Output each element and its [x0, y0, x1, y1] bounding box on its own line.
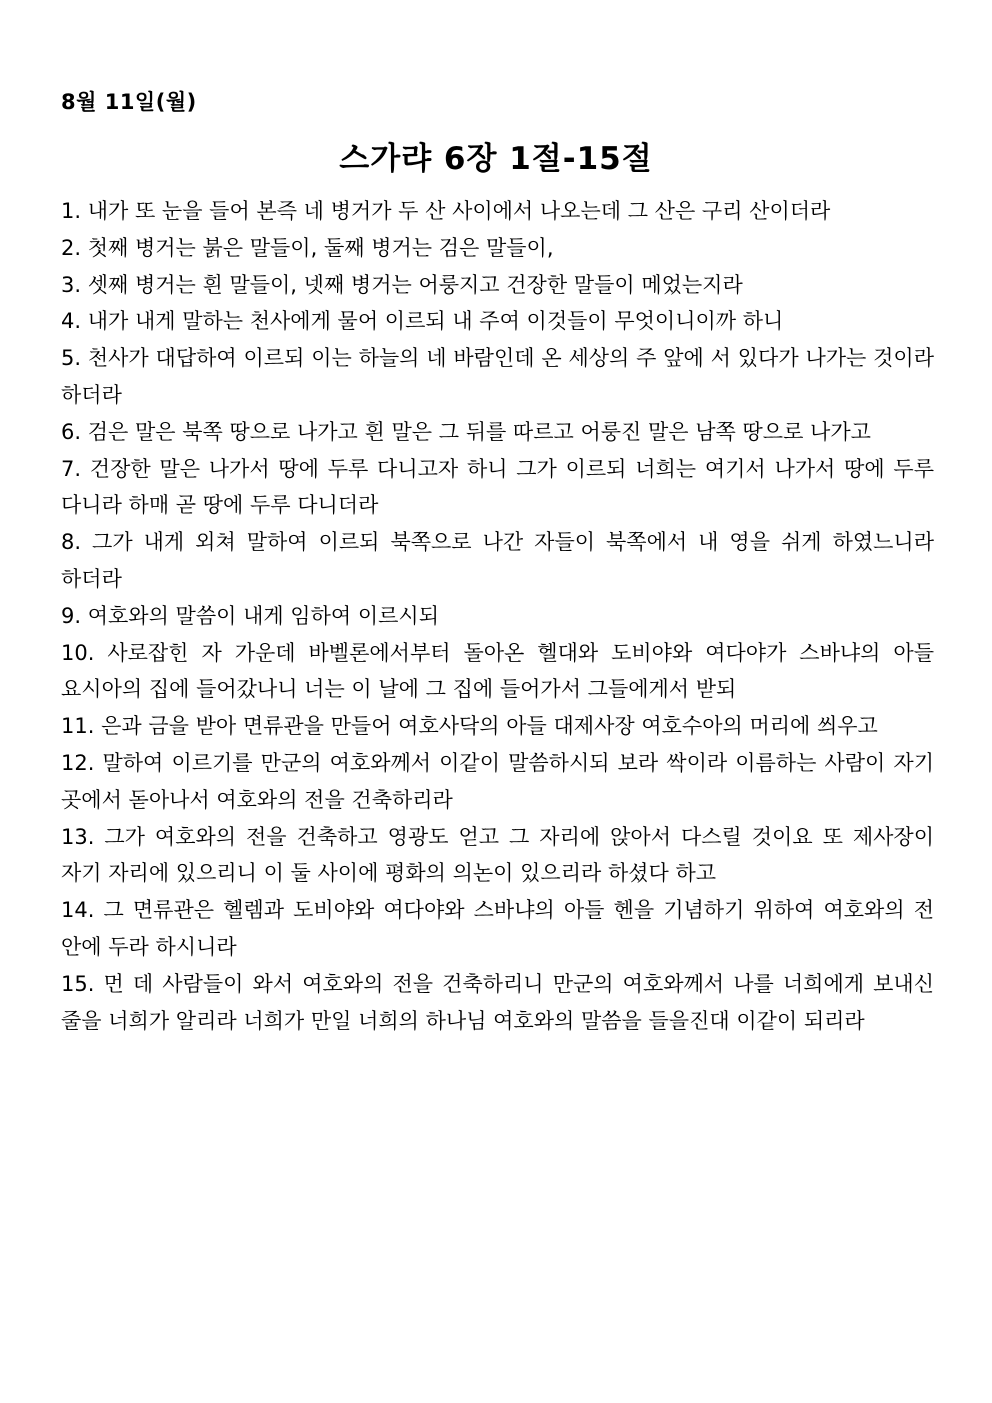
verse-5: 5. 천사가 대답하여 이르되 이는 하늘의 네 바람인데 온 세상의 주 앞에 서 있다가 나가는 것이라 하더라 [61, 346, 934, 407]
verse-14: 14. 그 면류관은 헬렘과 도비야와 여다야와 스바냐의 아들 헨을 기념하기 위하여 여호와의 전 안에 두라 하시니라 [61, 898, 934, 959]
verse-11: 11. 은과 금을 받아 면류관을 만들어 여호사닥의 아들 대제사장 여호수아의 머리에 씌우고 [61, 714, 878, 739]
verse-6: 6. 검은 말은 북쪽 땅으로 나가고 흰 말은 그 뒤를 따르고 어룽진 말은 남쪽 땅으로 나가고 [61, 419, 871, 444]
verse-1: 1. 내가 또 눈을 들어 본즉 네 병거가 두 산 사이에서 나오는데 그 산은 구리 산이더라 [61, 199, 831, 223]
verse-7: 7. 건장한 말은 나가서 땅에 두루 다니고자 하니 그가 이르되 너희는 여기서 나가서 땅에 두루 다니라 하매 곧 땅에 두루 다니더라 [61, 456, 934, 518]
verse-12: 12. 말하여 이르기를 만군의 여호와께서 이같이 말씀하시되 보라 싹이라 이름하는 사람이 자기 곳에서 돋아나서 여호와의 전을 건축하리라 [61, 750, 934, 812]
verse-4: 4. 내가 내게 말하는 천사에게 물어 이르되 내 주여 이것들이 무엇이니이까 하니 [61, 309, 784, 334]
verse-10: 10. 사로잡힌 자 가운데 바벨론에서부터 돌아온 헬대와 도비야와 여다야가 스바냐의 아들 요시아의 집에 들어갔나니 너는 이 날에 그 집에 들어가서 그들에게서 받되 [61, 640, 934, 702]
verse-list [61, 193, 934, 1039]
date-heading: 8월 11일(월) [61, 90, 197, 114]
verse-2: 2. 첫째 병거는 붉은 말들이, 둘째 병거는 검은 말들이, [61, 235, 554, 260]
verse-3: 3. 셋째 병거는 흰 말들이, 넷째 병거는 어룽지고 건장한 말들이 메었는지라 [61, 272, 743, 297]
verse-9: 9. 여호와의 말씀이 내게 임하여 이르시되 [61, 603, 439, 628]
page-title: 스가랴 6장 1절-15절 [339, 141, 653, 177]
verse-15: 15. 먼 데 사람들이 와서 여호와의 전을 건축하리니 만군의 여호와께서 나를 너희에게 보내신 줄을 너희가 알리라 너희가 만일 너희의 하나님 여호와의 말씀을 들을진대 이같이 되리라 [61, 971, 934, 1033]
verse-8: 8. 그가 내게 외쳐 말하여 이르되 북쪽으로 나간 자들이 북쪽에서 내 영을 쉬게 하였느니라 하더라 [61, 530, 934, 591]
verse-13: 13. 그가 여호와의 전을 건축하고 영광도 얻고 그 자리에 앉아서 다스릴 것이요 또 제사장이 자기 자리에 있으리니 이 둘 사이에 평화의 의논이 있으리라 하셨다 하고 [61, 824, 934, 886]
